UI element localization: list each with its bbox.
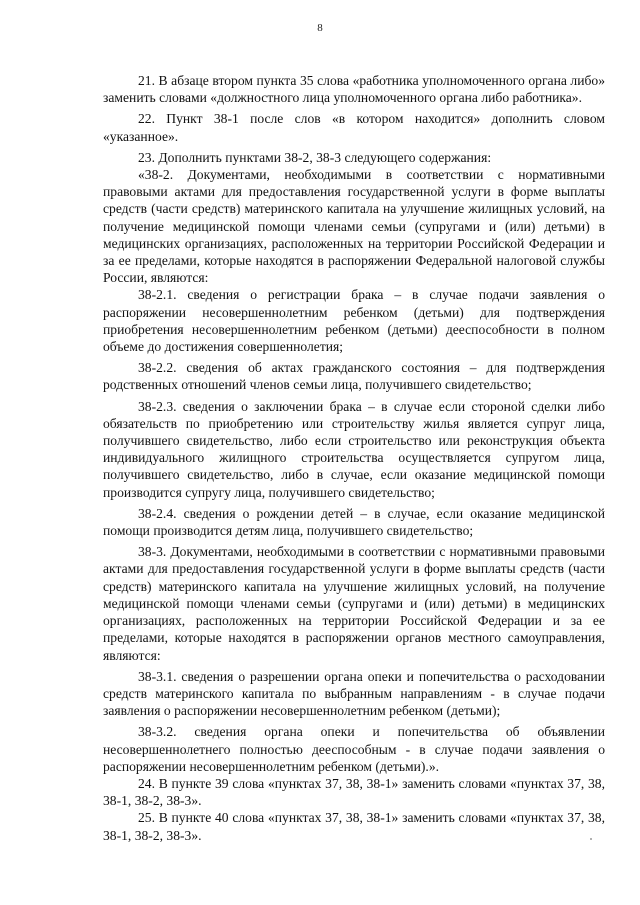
page-number: 8: [317, 22, 323, 34]
paragraph-item-22: 22. Пункт 38-1 после слов «в котором находится» дополнить словом «указанное».: [103, 111, 605, 144]
paragraph-item-21: 21. В абзаце втором пункта 35 слова «работника уполномоченного органа либо» заменить словами «должностного лица уполномоченного органа либо работника».: [103, 73, 605, 106]
paragraph-38-2-1: 38-2.1. сведения о регистрации брака – в случае подачи заявления о распоряжении несовершеннолетним ребенком (детьми) для подтверждения приобретения несовершеннолетним ребенком (детьми) дееспособности в полном объеме до достижения совершеннолетия;: [103, 287, 605, 355]
paragraph-38-3-1: 38-3.1. сведения о разрешении органа опеки и попечительства о расходовании средств материнского капитала по выбранным направлениям - в случае подачи заявления о распоряжении несовершеннолетним ребенком (детьми);: [103, 668, 605, 719]
paragraph-38-2-2: 38-2.2. сведения об актах гражданского состояния – для подтверждения родственных отношений членов семьи лица, получившего свидетельство;: [103, 360, 605, 393]
paragraph-item-23: 23. Дополнить пунктами 38-2, 38-3 следующего содержания:: [138, 149, 492, 165]
paragraph-38-2-4: 38-2.4. сведения о рождении детей – в случае, если оказание медицинской помощи производится детям лица, получившего свидетельство;: [103, 505, 605, 539]
paragraph-item-25: 25. В пункте 40 слова «пунктах 37, 38, 38-1» заменить словами «пунктах 37, 38, 38-1, 38-2, 38-3».: [103, 810, 605, 843]
paragraph-38-3-intro: 38-3. Документами, необходимыми в соответствии с нормативными правовыми актами для предоставления государственной услуги в форме выплаты средств (части средств) материнского капитала на улучшение жилищных условий, на получение медицинской помощи членами семьи (супругами и (или) детьми) в медицинских организациях, расположенных на территории Российской Федерации и за ее пределами, которые находятся в распоряжении органов местного самоуправления, являются:: [103, 544, 605, 663]
paragraph-38-3-2: 38-3.2. сведения органа опеки и попечительства об объявлении несовершеннолетнего полностью дееспособным - в случае подачи заявления о распоряжении несовершеннолетним ребенком (детьми).».: [103, 724, 605, 774]
scan-speck: [590, 838, 592, 840]
paragraph-38-2-3: 38-2.3. сведения о заключении брака – в случае если стороной сделки либо обязательств по приобретению или строительству жилья является супруг лица, получившего свидетельство, либо если строительство или реконструкция объекта индивидуального жилищного строительства осуществляется супругом лица, получившего свидетельство, либо в случае, если оказание медицинской помощи производится супругу лица, получившего свидетельство;: [103, 398, 605, 500]
document-body: [103, 72, 605, 844]
paragraph-item-24: 24. В пункте 39 слова «пунктах 37, 38, 38-1» заменить словами «пунктах 37, 38, 38-1, 38-2, 38-3».: [103, 775, 605, 809]
paragraph-38-2-intro: «38-2. Документами, необходимыми в соответствии с нормативными правовыми актами для предоставления государственной услуги в форме выплаты средств (части средств) материнского капитала на улучшение жилищных условий, на получение медицинской помощи членами семьи (супругами и (или) детьми) в медицинских организациях, расположенных на территории Российской Федерации и за ее пределами, которые находятся в распоряжении Федеральной налоговой службы России, являются:: [103, 167, 605, 286]
